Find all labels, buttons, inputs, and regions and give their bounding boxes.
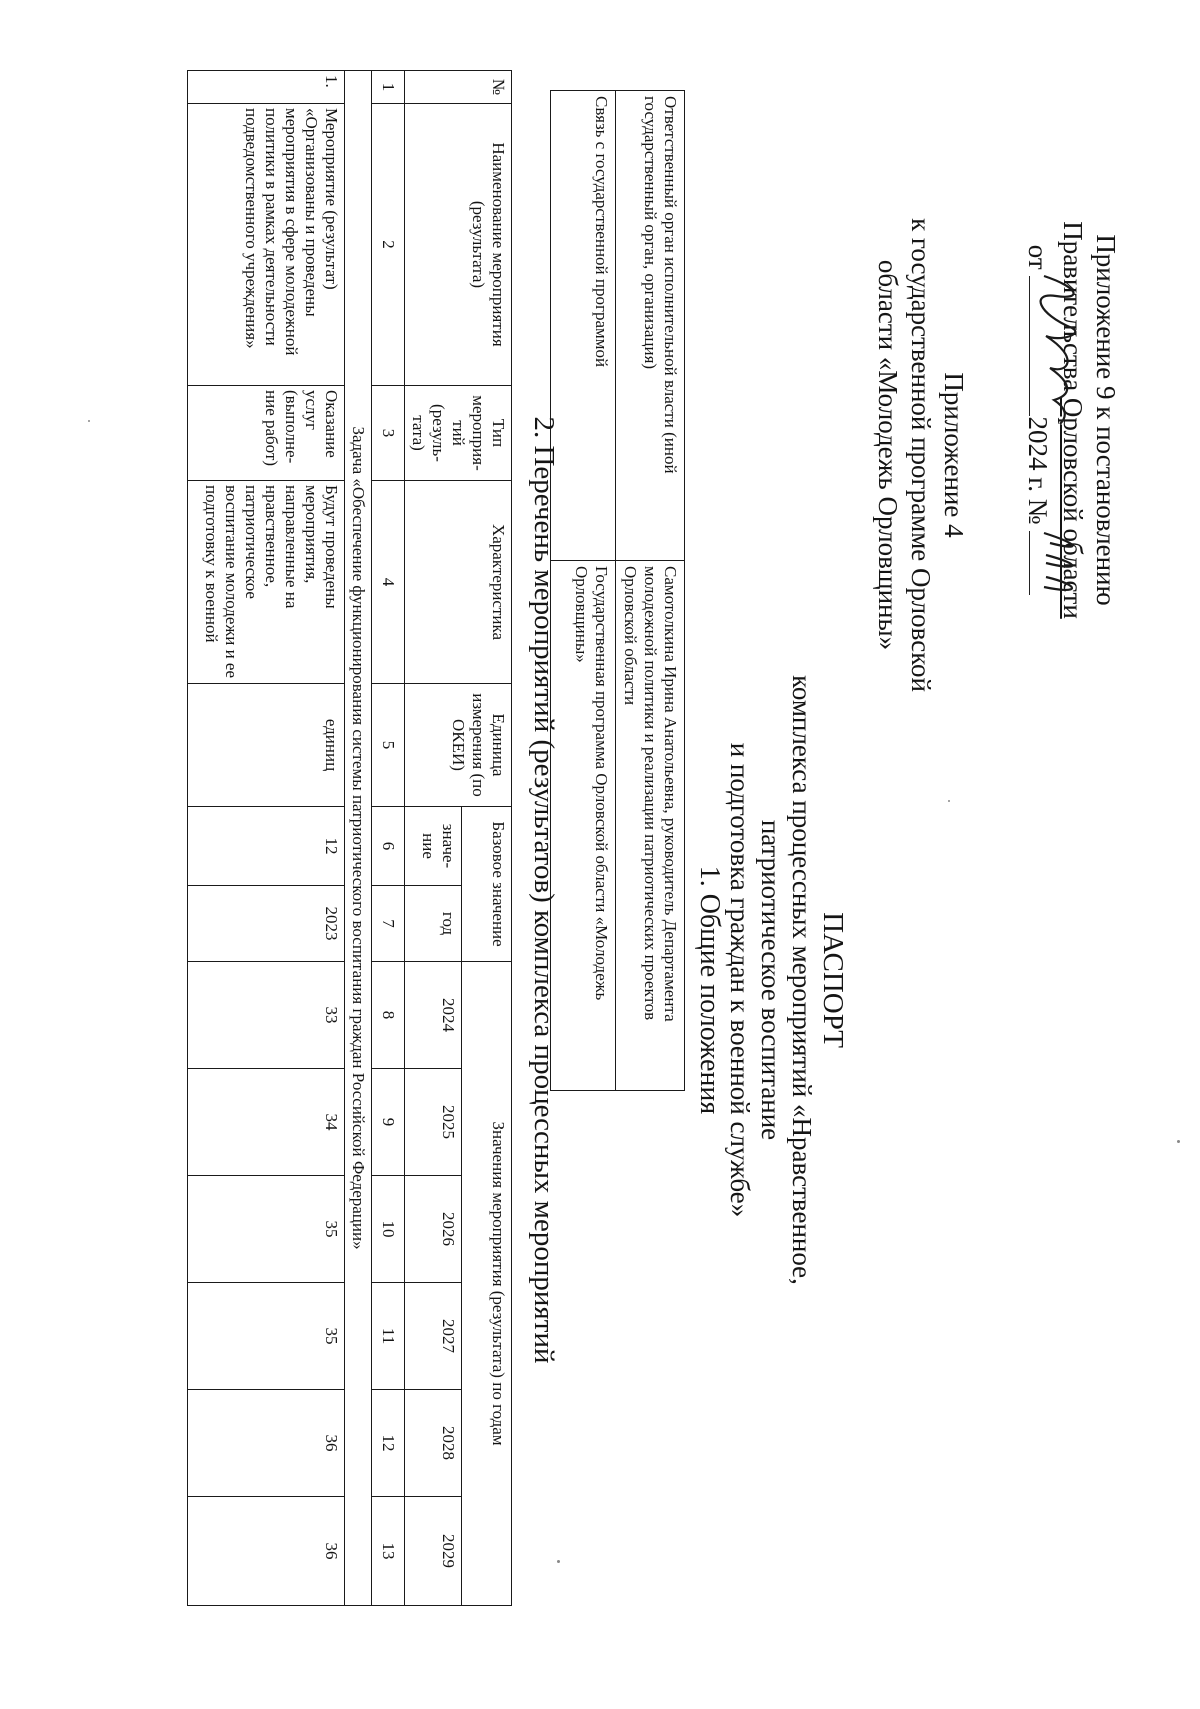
row-base-year: 2023	[188, 886, 345, 962]
document-title	[724, 600, 848, 1360]
header-unit: Единица измерения (по ОКЕИ)	[405, 684, 512, 807]
annex-date-line	[1021, 100, 1056, 740]
header-year-2028: 2028	[405, 1390, 462, 1497]
annex-date-prefix: от	[1023, 244, 1053, 277]
header-characteristic: Характеристика	[405, 481, 512, 684]
column-number: 4	[372, 481, 405, 684]
resolution-annex-reference	[1021, 100, 1122, 740]
header-year-2027: 2027	[405, 1283, 462, 1390]
annex-line-2-prefix: Правительства	[1058, 221, 1088, 398]
header-base: Базовое значение	[462, 807, 512, 962]
column-number: 2	[372, 104, 405, 386]
column-number: 12	[372, 1390, 405, 1497]
annex-line-2-underlined: Орловской области	[1058, 397, 1088, 619]
column-number: 9	[372, 1069, 405, 1176]
row-value-program-link: Государственная программа Орловской области «Молодежь Орловщины»	[551, 561, 616, 1091]
row-unit: единиц	[188, 684, 345, 807]
scan-speck	[948, 800, 950, 802]
row-num: 1.	[188, 71, 345, 104]
column-number: 1	[372, 71, 405, 104]
header-base-year: год	[405, 886, 462, 962]
row-value-2029: 36	[188, 1497, 345, 1606]
row-value-2024: 33	[188, 962, 345, 1069]
events-table	[187, 70, 512, 1606]
header-year-2025: 2025	[405, 1069, 462, 1176]
task-text: Задача «Обеспечение функционирования системы патриотического воспитания граждан Российской Федерации»	[345, 71, 372, 1606]
header-year-2024: 2024	[405, 962, 462, 1069]
column-number: 10	[372, 1176, 405, 1283]
column-number: 5	[372, 684, 405, 807]
column-number: 3	[372, 386, 405, 481]
section-1-heading: 1. Общие положения	[694, 865, 725, 1115]
header-row	[462, 71, 512, 1606]
table-row	[551, 91, 616, 1091]
task-row	[345, 71, 372, 1606]
row-value-2028: 36	[188, 1390, 345, 1497]
title-line-2: комплекса процессных мероприятий «Нравственное, патриотическое воспитание	[756, 675, 817, 1285]
scan-speck	[1177, 1140, 1180, 1143]
column-number: 6	[372, 807, 405, 886]
row-base-value: 12	[188, 807, 345, 886]
annex-date-year: 2024 г. №	[1023, 416, 1053, 532]
column-number: 13	[372, 1497, 405, 1606]
header-base-value: значе-ние	[405, 807, 462, 886]
handwritten-date	[1029, 276, 1056, 416]
program-annex-number: Приложение 4	[939, 372, 969, 538]
row-characteristic: Будут проведены мероприятия, направленные на нравственное, патриотическое воспитание молодежи и ее подготовку к военной	[188, 481, 345, 684]
handwritten-number	[1029, 531, 1056, 595]
header-values-by-year: Значения мероприятия (результата) по годам	[462, 962, 512, 1606]
row-label-responsible: Ответственный орган исполнительной власти (иной государственный орган, организация)	[616, 91, 685, 561]
column-number: 11	[372, 1283, 405, 1390]
section-2-heading: 2. Перечень мероприятий (результатов) комплекса процессных мероприятий	[528, 416, 560, 1364]
annex-line-1: Приложение 9 к постановлению	[1091, 234, 1121, 606]
header-type: Тип мероприя-тий (резуль-тата)	[405, 386, 512, 481]
row-label-program-link: Связь с государственной программой	[551, 91, 616, 561]
table-row	[188, 71, 345, 1606]
row-type: Оказание услуг (выполне-ние работ)	[188, 386, 345, 481]
program-annex-line-1: к государственной программе Орловской	[906, 218, 936, 692]
title-line-3: и подготовка граждан к военной службе»	[725, 742, 755, 1218]
column-number-row	[372, 71, 405, 1606]
scan-speck	[557, 1560, 560, 1563]
header-year-2029: 2029	[405, 1497, 462, 1606]
header-year-2026: 2026	[405, 1176, 462, 1283]
program-annex-reference	[871, 150, 970, 760]
row-value-2025: 34	[188, 1069, 345, 1176]
table-row	[616, 91, 685, 1091]
scan-speck	[88, 420, 90, 422]
row-value-2027: 35	[188, 1283, 345, 1390]
general-provisions-table	[550, 90, 685, 1091]
column-number: 7	[372, 886, 405, 962]
program-annex-line-2: области «Молодежь Орловщины»	[873, 259, 903, 651]
column-number: 8	[372, 962, 405, 1069]
row-value-responsible: Самотолкина Ирина Анатольевна, руководитель Департамента молодежной политики и реализации патриотических проектов Орловской области	[616, 561, 685, 1091]
header-num: №	[405, 71, 512, 104]
title-main: ПАСПОРТ	[817, 912, 849, 1048]
row-name: Мероприятие (результат) «Организованы и проведены мероприятия в сфере молодежной политики в рамках деятельности подведомственного учреждения»	[188, 104, 345, 386]
row-value-2026: 35	[188, 1176, 345, 1283]
header-name: Наименование мероприятия (результата)	[405, 104, 512, 386]
